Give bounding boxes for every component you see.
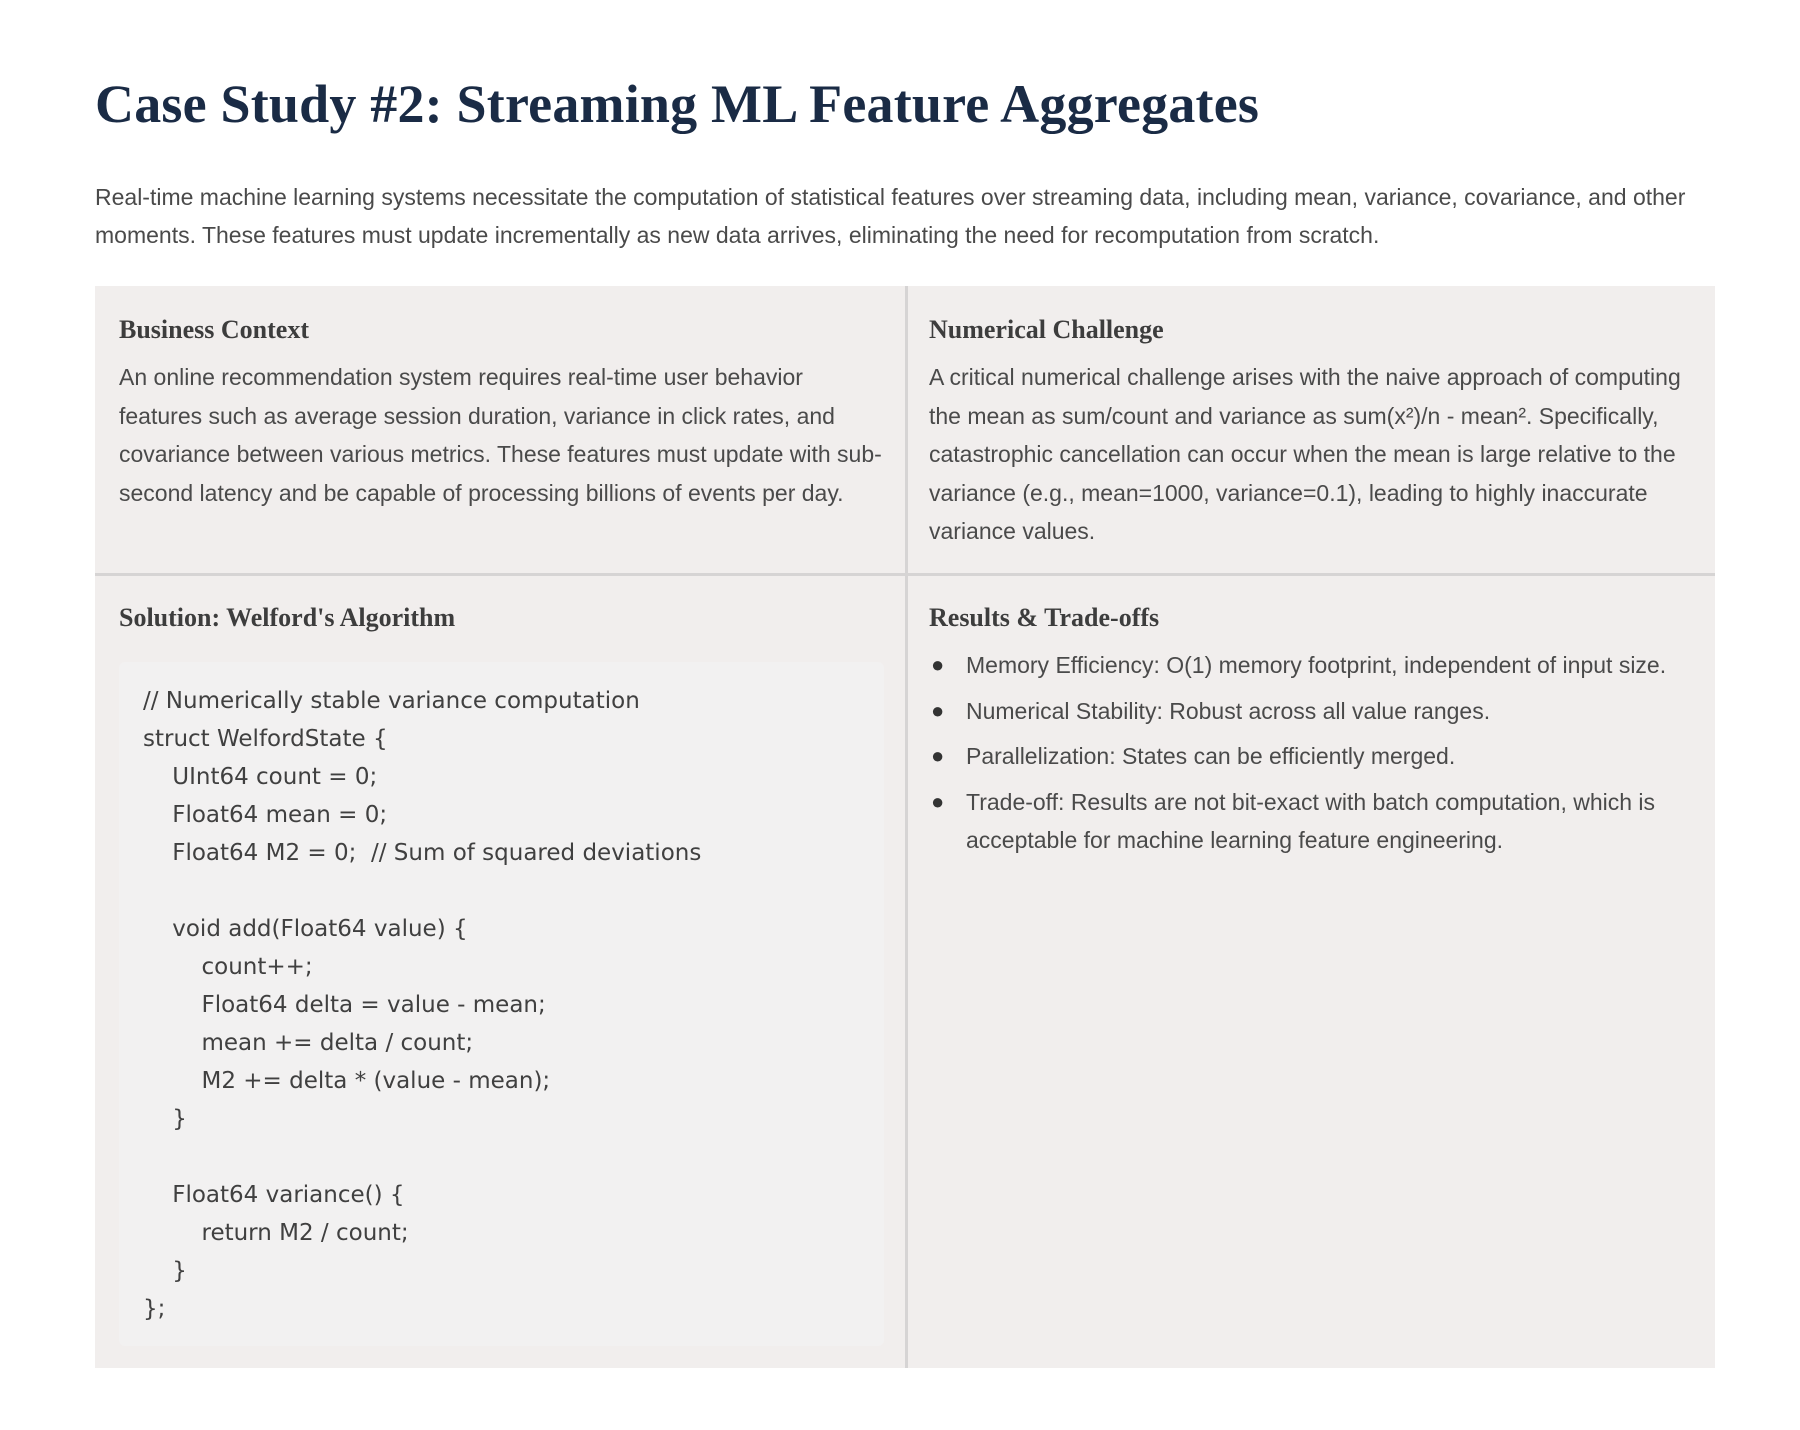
bullet-icon: ● [931, 788, 945, 814]
bullet-icon: ● [931, 652, 945, 677]
document-page [95, 68, 1715, 1368]
bullet-icon: ● [931, 697, 945, 723]
vertical-divider [905, 286, 908, 1368]
numerical-challenge-body: A critical numerical challenge arises with the naive approach of computing the mean as sum/count and variance as sum(x²)/n - mean². Specifically, catastrophic cancellation can occur when the mean is large relative to the variance (e.g., mean=1000, variance=0.1), leading to highly inaccurate variance values. [929, 364, 1681, 544]
results-list-item: ● Trade-off: Results are not bit-exact with batch computation, which is acceptable for machine learning feature engineering. [929, 783, 1699, 860]
page-title: Case Study #2: Streaming ML Feature Aggregates [95, 74, 1260, 134]
results-list-item: ● Memory Efficiency: O(1) memory footprint, independent of input size. [929, 646, 1699, 685]
results-list-item: ● Parallelization: States can be efficiently merged. [929, 737, 1699, 776]
horizontal-divider [95, 573, 1715, 576]
business-context-heading: Business Context [119, 315, 309, 344]
welford-code: // Numerically stable variance computation struct WelfordState { UInt64 count = 0; Float64 mean = 0; Float64 M2 = 0; // Sum of squared deviations void add(Float64 value) { count++; Float64 delta = value - mean; mean += delta / count; M2 += delta * (value - mean); } Float64 variance() { return M2 / count; } }; [143, 688, 702, 1322]
bullet-icon: ● [931, 743, 945, 768]
results-list [929, 646, 1699, 860]
business-context-section [119, 312, 884, 512]
results-heading: Results & Trade-offs [929, 603, 1160, 632]
solution-heading: Solution: Welford's Algorithm [119, 603, 456, 632]
solution-section [119, 600, 884, 1346]
numerical-challenge-heading: Numerical Challenge [929, 315, 1164, 344]
numerical-challenge-section [929, 312, 1699, 551]
intro-paragraph: Real-time machine learning systems necessitate the computation of statistical features over streaming data, including mean, variance, covariance, and other moments. These features must update incrementally as new data arrives, eliminating the need for recomputation from scratch. [95, 184, 1686, 248]
results-section [929, 600, 1699, 867]
code-block [119, 662, 884, 1346]
business-context-body: An online recommendation system requires real-time user behavior features such as average session duration, variance in click rates, and covariance between various metrics. These features must update with sub-second latency and be capable of processing billions of events per day. [119, 364, 882, 506]
results-list-item: ● Numerical Stability: Robust across all value ranges. [929, 692, 1699, 731]
case-study-grid [95, 286, 1715, 1368]
